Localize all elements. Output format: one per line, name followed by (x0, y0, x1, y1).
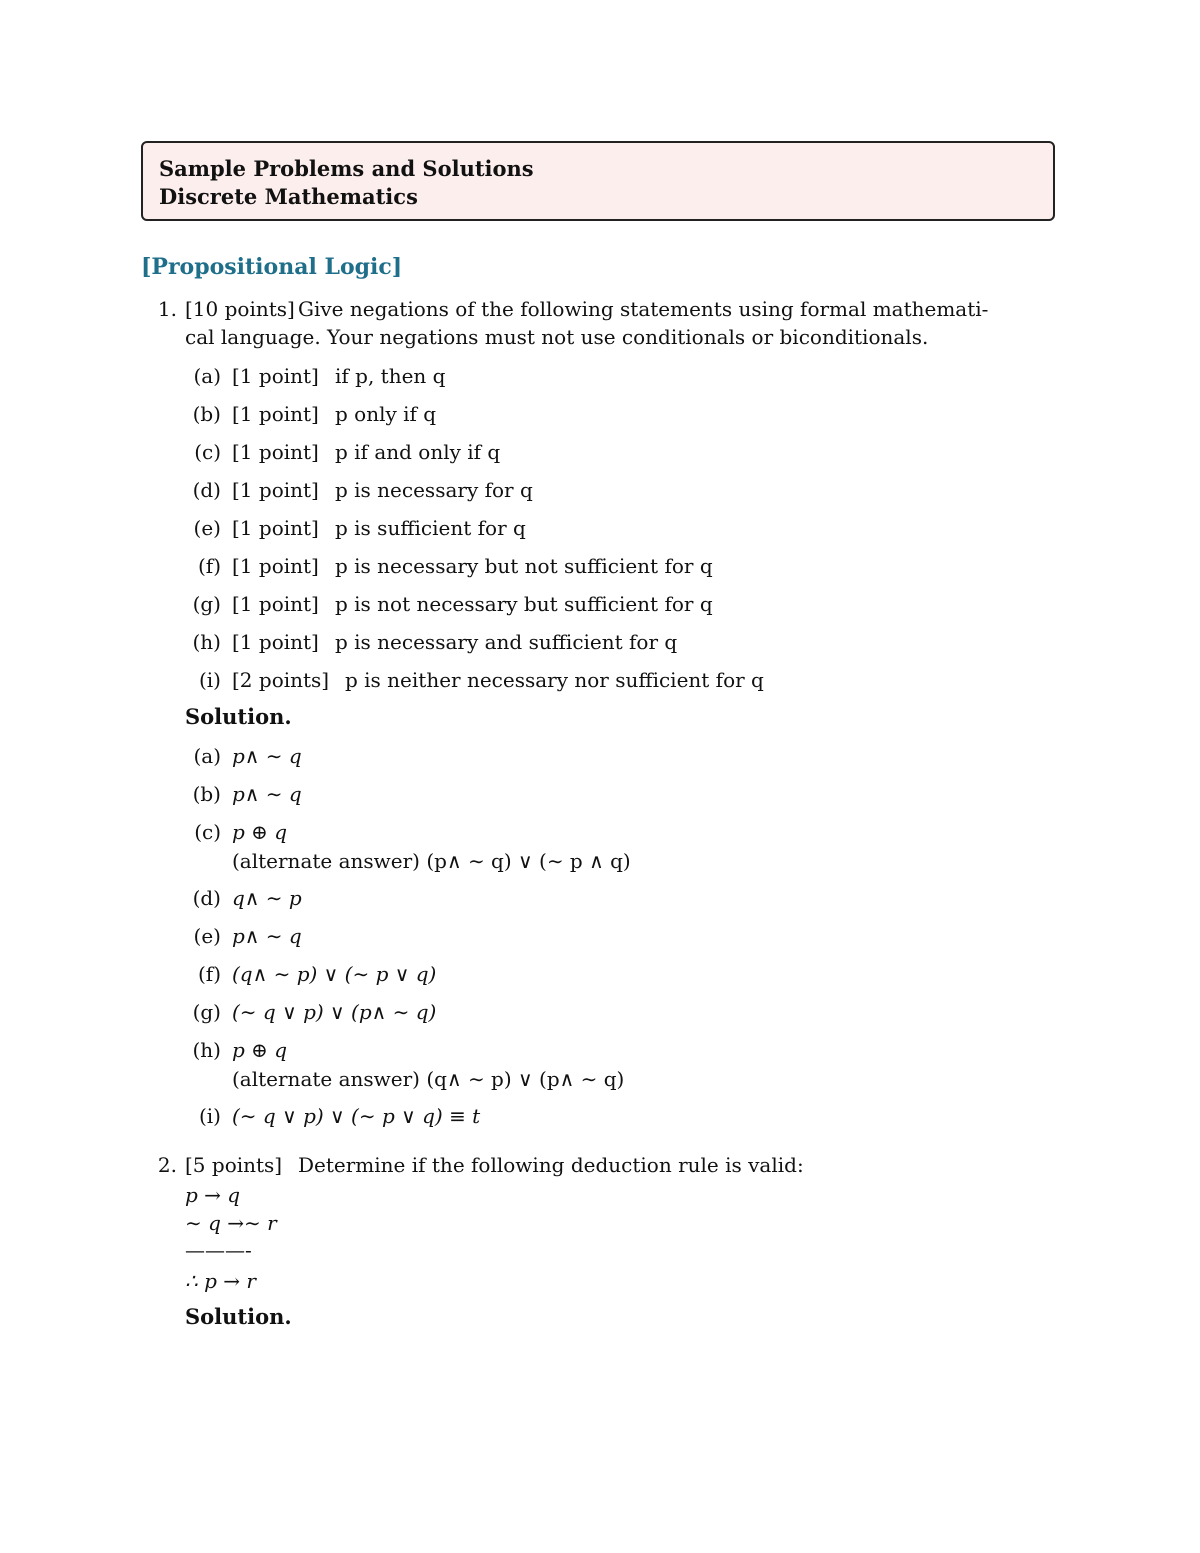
solution-label: (i) (198, 1104, 221, 1128)
problem-points: [10 points] (185, 297, 295, 321)
part-label: (d) (192, 478, 221, 502)
problem-number: 2. (157, 1153, 177, 1177)
part-statement: p only if q (335, 402, 437, 426)
solution-label: (e) (193, 924, 221, 948)
problem-number: 1. (157, 297, 177, 321)
solution-answer: (q∧ ∼ p) ∨ (∼ p ∨ q) (232, 962, 437, 986)
solution-answer: (∼ q ∨ p) ∨ (∼ p ∨ q) ≡ t (232, 1104, 481, 1128)
part-points: [1 point] (232, 402, 319, 426)
solution-answer: p∧ ∼ q (232, 744, 302, 768)
part-statement: p is necessary but not sufficient for q (335, 554, 713, 578)
part-points: [2 points] (232, 668, 330, 692)
premise-2: ∼ q →∼ r (185, 1211, 277, 1235)
part-label: (f) (197, 554, 221, 578)
conclusion: ∴ p → r (185, 1269, 256, 1293)
part-label: (i) (198, 668, 221, 692)
solution-label: (f) (197, 962, 221, 986)
part-label: (g) (192, 592, 221, 616)
part-statement: p is neither necessary nor sufficient for q (345, 668, 764, 692)
part-label: (e) (193, 516, 221, 540)
solution-label: (b) (192, 782, 221, 806)
part-points: [1 point] (232, 516, 319, 540)
part-points: [1 point] (232, 364, 319, 388)
header-box (141, 141, 1055, 221)
solution-label: (g) (192, 1000, 221, 1024)
solution-label: (a) (193, 744, 221, 768)
problem-text-line2: cal language. Your negations must not use conditionals or biconditionals. (185, 325, 929, 349)
part-label: (b) (192, 402, 221, 426)
problem-text: Determine if the following deduction rule is valid: (298, 1153, 804, 1177)
problem-points: [5 points] (185, 1153, 283, 1177)
part-statement: p is necessary and sufficient for q (335, 630, 678, 654)
solution-answer: p ⊕ q (232, 1038, 288, 1062)
solution-label: (h) (192, 1038, 221, 1062)
part-statement: if p, then q (335, 364, 446, 388)
solution-answer: p∧ ∼ q (232, 924, 302, 948)
part-points: [1 point] (232, 630, 319, 654)
header-subtitle: Discrete Mathematics (159, 184, 418, 209)
solution-alternate: (alternate answer) (p∧ ∼ q) ∨ (∼ p ∧ q) (232, 849, 631, 873)
solution-answer: (∼ q ∨ p) ∨ (p∧ ∼ q) (232, 1000, 437, 1024)
part-points: [1 point] (232, 478, 319, 502)
part-statement: p is necessary for q (335, 478, 533, 502)
header-title: Sample Problems and Solutions (159, 156, 534, 181)
solution-answer: p ⊕ q (232, 820, 288, 844)
part-statement: p is sufficient for q (335, 516, 526, 540)
part-statement: p is not necessary but sufficient for q (335, 592, 713, 616)
problem-text-line1: Give negations of the following statements using formal mathemati- (298, 297, 989, 321)
part-points: [1 point] (232, 440, 319, 464)
solution-answer: q∧ ∼ p (232, 886, 302, 910)
section-title: [Propositional Logic] (141, 254, 403, 280)
part-points: [1 point] (232, 554, 319, 578)
part-label: (a) (193, 364, 221, 388)
part-statement: p if and only if q (335, 440, 501, 464)
solution-heading-1: Solution. (185, 704, 292, 729)
part-label: (h) (192, 630, 221, 654)
part-points: [1 point] (232, 592, 319, 616)
solution-label: (c) (194, 820, 221, 844)
part-label: (c) (194, 440, 221, 464)
premise-1: p → q (185, 1183, 241, 1207)
solution-alternate: (alternate answer) (q∧ ∼ p) ∨ (p∧ ∼ q) (232, 1067, 625, 1091)
solution-heading-2: Solution. (185, 1304, 292, 1329)
solution-label: (d) (192, 886, 221, 910)
separator-line: ———- (185, 1238, 252, 1262)
solution-answer: p∧ ∼ q (232, 782, 302, 806)
